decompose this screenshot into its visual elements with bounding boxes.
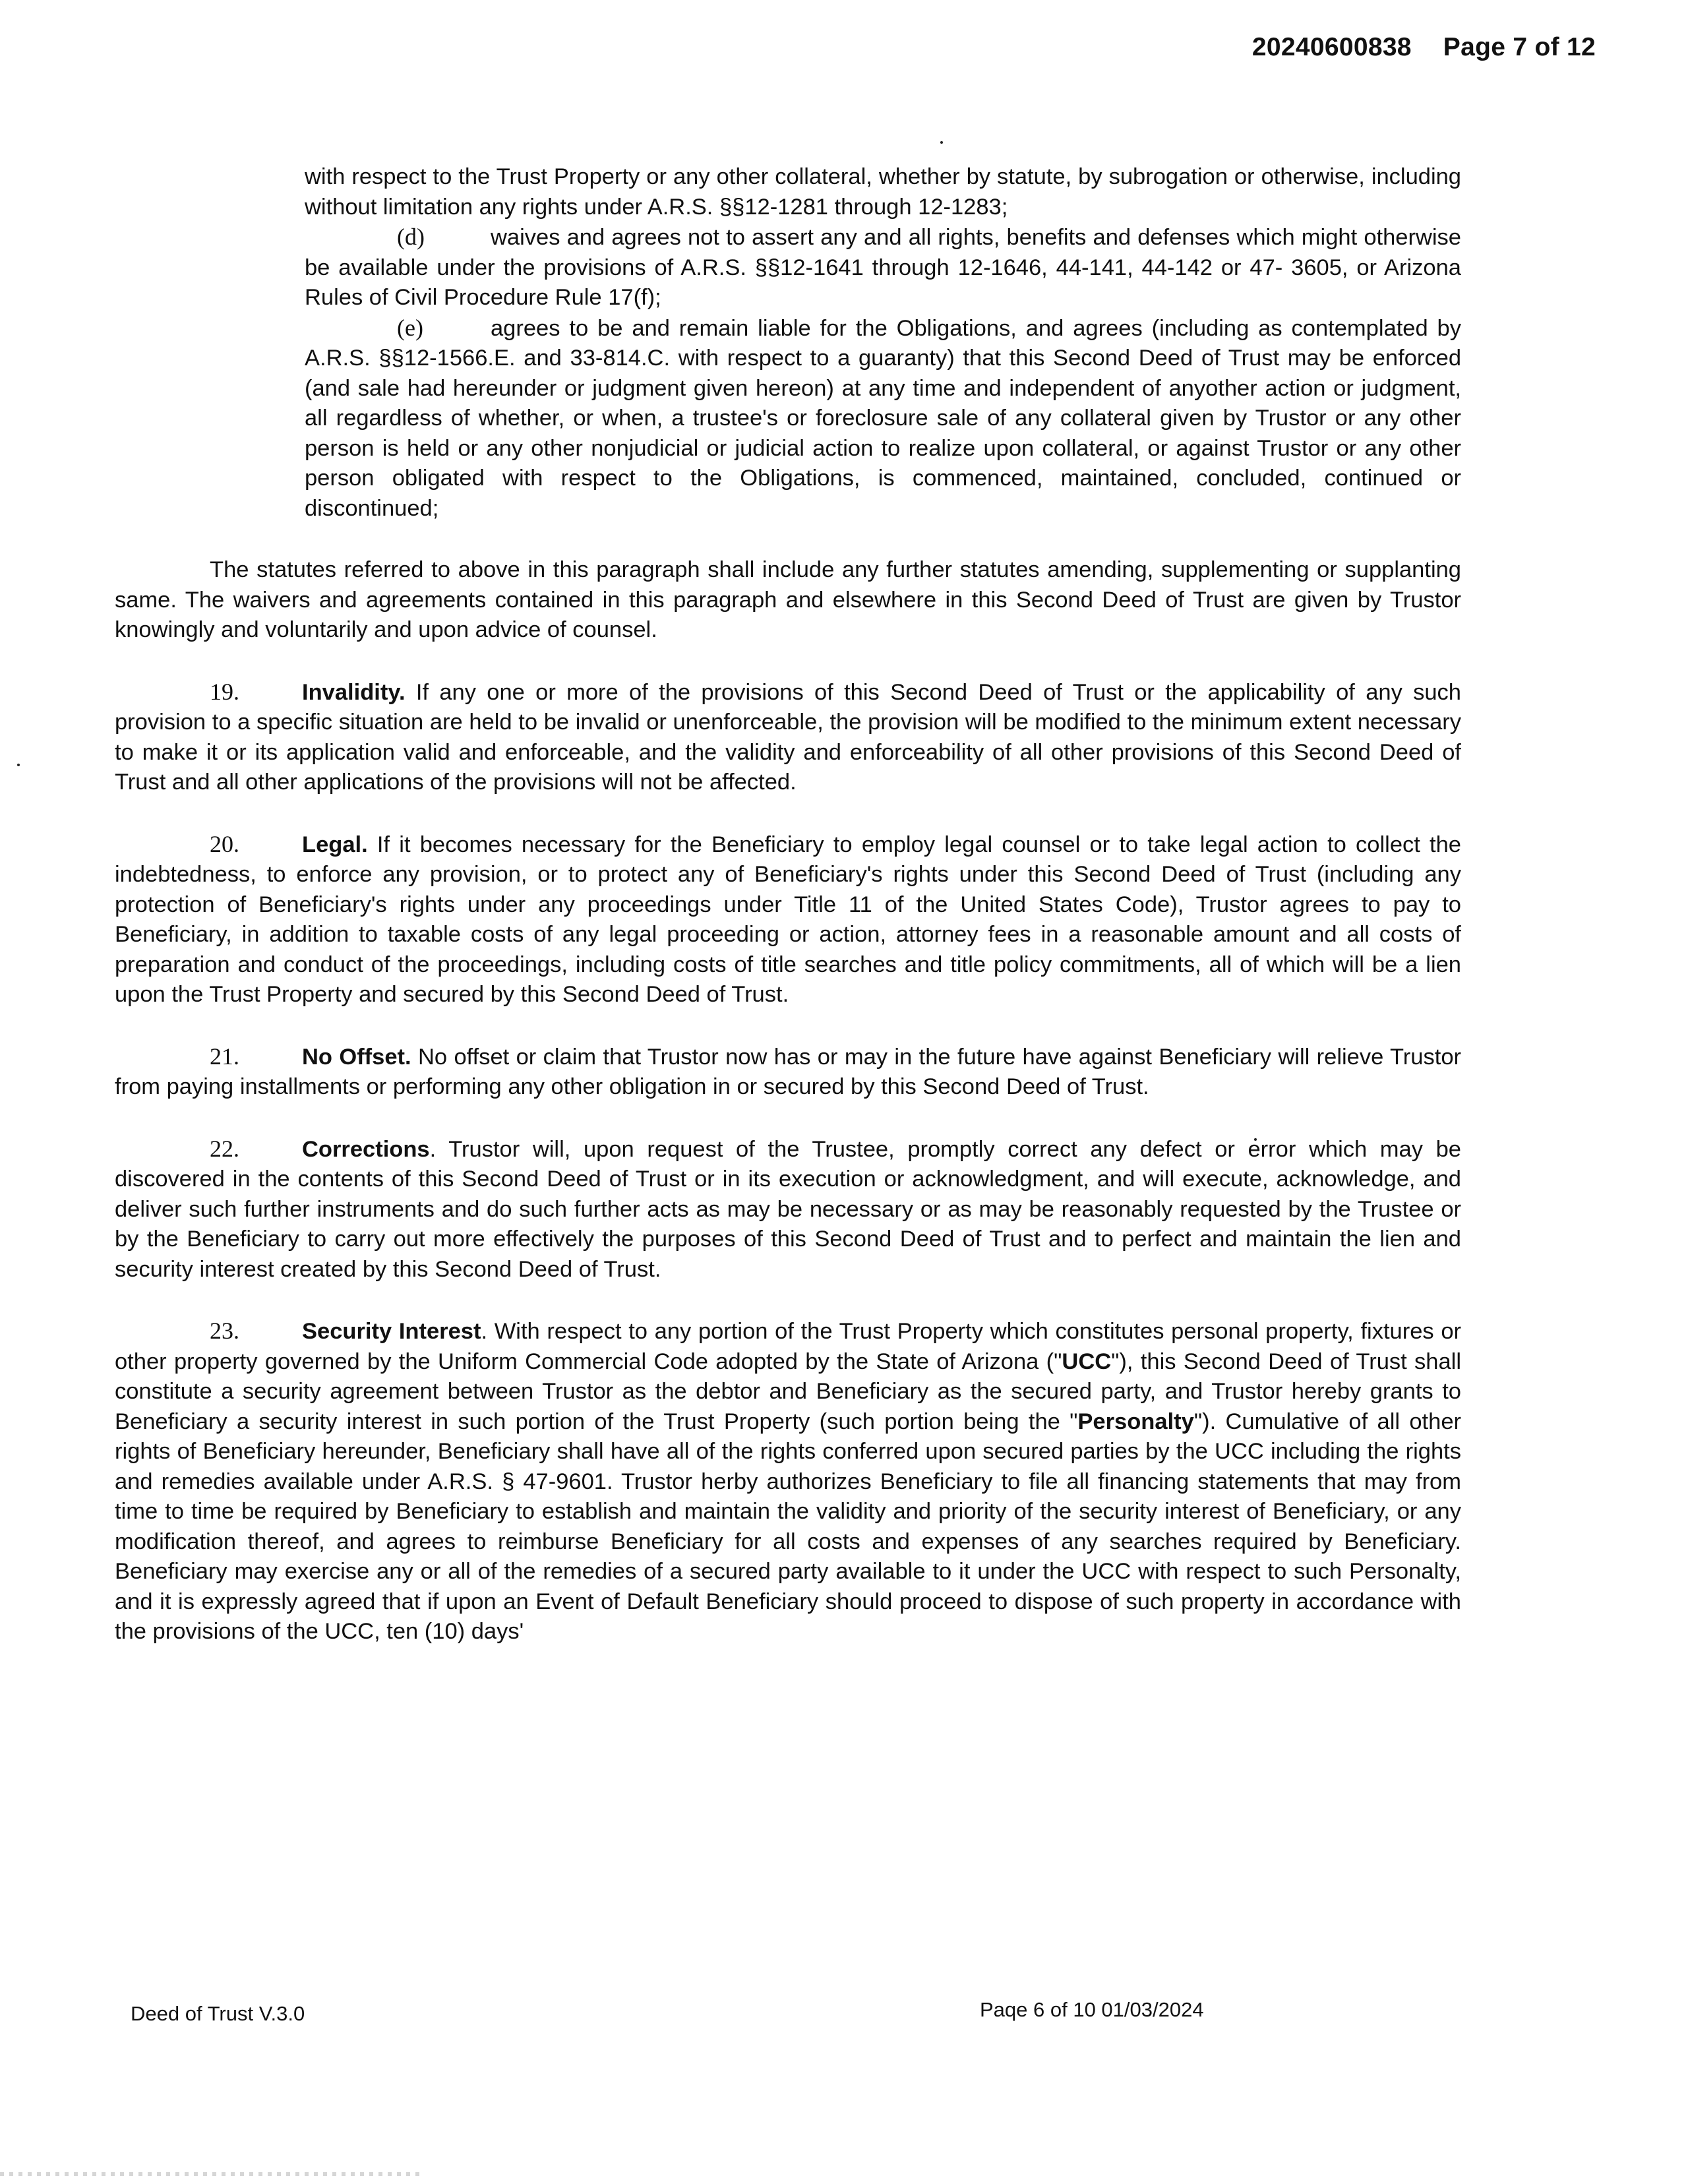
section-19 [115, 677, 1461, 798]
page-number: Page 7 of 12 [1443, 33, 1596, 61]
section-number: 20. [210, 830, 239, 857]
section-23 [115, 1316, 1461, 1647]
scan-speck [17, 764, 20, 766]
document-number: 20240600838 [1251, 33, 1412, 61]
scan-artifact [0, 2172, 422, 2176]
section-heading: Security Interest [302, 1319, 481, 1344]
scan-speck [940, 141, 943, 144]
section-heading: Invalidity. [302, 679, 406, 705]
section-22 [115, 1134, 1461, 1285]
footer-form-name: Deed of Trust V.3.0 [131, 2002, 305, 2025]
section-21 [115, 1042, 1461, 1103]
clause-d-label: (d) [397, 224, 425, 250]
section-20 [115, 830, 1461, 1010]
intro-continuation: with respect to the Trust Property or any other collateral, whether by statute, by subrogation or otherwise, including without limitation any rights under A.R.S. §§12-1281 through 12-1283; [305, 164, 1461, 220]
recording-header [1252, 33, 1596, 62]
clause-d-text: waives and agrees not to assert any and all rights, benefits and defenses which might otherwise be available under the provisions of A.R.S. §§12-1641 through 12-1646, 44-141, 44-142 or 47- 3605, or Arizona Rules of Civil Procedure Rule 17(f); [305, 225, 1461, 310]
section-text: If any one or more of the provisions of this Second Deed of Trust or the applicability of any such provision to a specific situation are held to be invalid or unenforceable, the provision will be modified to the minimum extent necessary to make it or its application valid and enforceable, and the validity and enforceability of all other provisions of this Second Deed of Trust and all other applications of the provisions will not be affected. [115, 679, 1461, 795]
section-heading: No Offset. [302, 1044, 411, 1070]
section-text: "). Cumulative of all other rights of Beneficiary hereunder, Beneficiary shall have all of the rights conferred upon secured parties by the UCC including the rights and remedies available under A.R.S. § 47-9601. Trustor herby authorizes Beneficiary to file all financing statements that may from time to time be required by Beneficiary to establish and maintain the validity and priority of the security interest of Beneficiary, or any modification thereof, and agrees to reimburse Beneficiary for all costs and expenses of any searches required by Beneficiary. Beneficiary may exercise any or all of the remedies of a secured party available to it under the UCC with respect to such Personalty, and it is expressly agreed that if upon an Event of Default Beneficiary should proceed to dispose of such property in accordance with the provisions of the UCC, ten (10) days' [115, 1409, 1461, 1644]
clause-e [210, 313, 1461, 524]
clause-e-label: (e) [397, 314, 423, 341]
document-body [115, 162, 1461, 1647]
section-number: 19. [210, 678, 239, 705]
section-text: If it becomes necessary for the Beneficiary to employ legal counsel or to take legal action to collect the indebtedness, to enforce any provision, or to protect any of Beneficiary's rights under this Second Deed of Trust (including any protection of Beneficiary's rights under any proceedings under Title 11 of the United States Code), Trustor agrees to pay to Beneficiary, in addition to taxable costs of any legal proceeding or action, attorney fees in a reasonable amount and all costs of preparation and conduct of the proceedings, including costs of title searches and title policy commitments, all of which will be a lien upon the Trust Property and secured by this Second Deed of Trust. [115, 832, 1461, 1007]
section-text: . With respect to any portion of the Trust Property which constitutes personal property, fixtures or other property governed by the Uniform Commercial Code adopted by the State of Arizona (" [115, 1319, 1461, 1374]
defined-term-ucc: UCC [1062, 1349, 1112, 1374]
section-text: No offset or claim that Trustor now has or may in the future have against Beneficiary will relieve Trustor from paying installments or performing any other obligation in or secured by this Second Deed of Trust. [115, 1044, 1461, 1099]
footer-page-info: Paqe 6 of 10 01/03/2024 [980, 1998, 1204, 2021]
defined-term-personalty: Personalty [1077, 1409, 1194, 1434]
section-text: "), this Second Deed of Trust shall constitute a security agreement between Trustor as the debtor and Beneficiary as the secured party, and Trustor hereby grants to Beneficiary a security interest in such portion of the Trust Property (such portion being the " [115, 1349, 1461, 1434]
section-number: 21. [210, 1043, 239, 1070]
statutes-paragraph: The statutes referred to above in this paragraph shall include any further statutes amending, supplementing or supplanting same. The waivers and agreements contained in this paragraph and elsewhere in this Second Deed of Trust are given by Trustor knowingly and voluntarily and upon advice of counsel. [115, 557, 1461, 642]
clause-e-text: agrees to be and remain liable for the Obligations, and agrees (including as contemplated by A.R.S. §§12-1566.E. and 33-814.C. with respect to a guaranty) that this Second Deed of Trust may be enforced (and sale had hereunder or judgment given hereon) at any time and independent of anyother action or judgment, all regardless of whether, or when, a trustee's or foreclosure sale of any collateral given by Trustor or any other person is held or any other nonjudicial or judicial action to realize upon collateral, or against Trustor or any other person obligated with respect to the Obligations, is commenced, maintained, concluded, continued or discontinued; [305, 315, 1461, 521]
clause-d [210, 222, 1461, 313]
section-number: 23. [210, 1318, 239, 1344]
section-heading: Corrections [302, 1136, 430, 1162]
section-text: . Trustor will, upon request of the Trustee, promptly correct any defect or error which may be discovered in the contents of this Second Deed of Trust or in its execution or acknowledgment, and will execute, acknowledge, and deliver such further instruments and do such further acts as may be necessary or as may be reasonably requested by the Trustee or by the Beneficiary to carry out more effectively the purposes of this Second Deed of Trust and to perfect and maintain the lien and security interest created by this Second Deed of Trust. [115, 1136, 1461, 1282]
section-heading: Legal. [302, 832, 368, 857]
section-number: 22. [210, 1135, 239, 1162]
